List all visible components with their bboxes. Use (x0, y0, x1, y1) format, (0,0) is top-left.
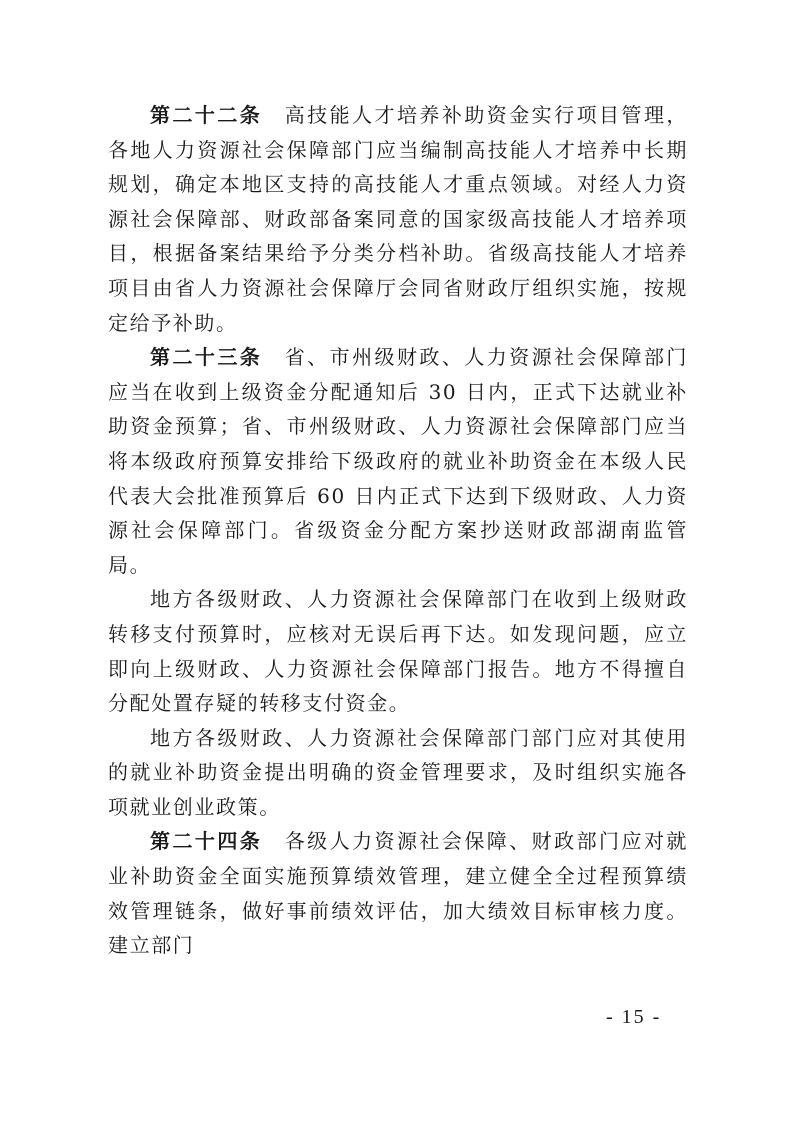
paragraph-transfer-payment (108, 582, 688, 720)
paragraph-article-23 (108, 340, 688, 582)
page-number: - 15 - (606, 1006, 662, 1028)
paragraph-article-24 (108, 824, 688, 962)
paragraph-text: 地方各级财政、人力资源社会保障部门部门应对其使用的就业补助资金提出明确的资金管理要求，及时组织实施各项就业创业政策。 (108, 725, 688, 819)
paragraph-article-22 (108, 98, 688, 340)
paragraph-text: 高技能人才培养补助资金实行项目管理，各地人力资源社会保障部门应当编制高技能人才培养中长期规划，确定本地区支持的高技能人才重点领域。对经人力资源社会保障部、财政部备案同意的国家级高技能人才培养项目，根据备案结果给予分类分档补助。省级高技能人才培养项目由省人力资源社会保障厅会同省财政厅组织实施，按规定给予补助。 (108, 103, 688, 335)
article-heading: 第二十三条 (150, 345, 263, 370)
paragraph-fund-management (108, 721, 688, 825)
article-heading: 第二十四条 (150, 829, 263, 854)
paragraph-text: 各级人力资源社会保障、财政部门应对就业补助资金全面实施预算绩效管理，建立健全全过程预算绩效管理链条，做好事前绩效评估，加大绩效目标审核力度。建立部门 (108, 829, 688, 958)
document-body (108, 98, 688, 963)
paragraph-text: 地方各级财政、人力资源社会保障部门在收到上级财政转移支付预算时，应核对无误后再下达。如发现问题，应立即向上级财政、人力资源社会保障部门报告。地方不得擅自分配处置存疑的转移支付资金。 (108, 587, 688, 716)
paragraph-text: 省、市州级财政、人力资源社会保障部门应当在收到上级资金分配通知后 30 日内，正式下达就业补助资金预算；省、市州级财政、人力资源社会保障部门应当将本级政府预算安排给下级政府的就业补助资金在本级人民代表大会批准预算后 60 日内正式下达到下级财政、人力资源社会保障部门。省级资金分配方案抄送财政部湖南监管局。 (108, 345, 688, 577)
article-heading: 第二十二条 (150, 103, 263, 127)
